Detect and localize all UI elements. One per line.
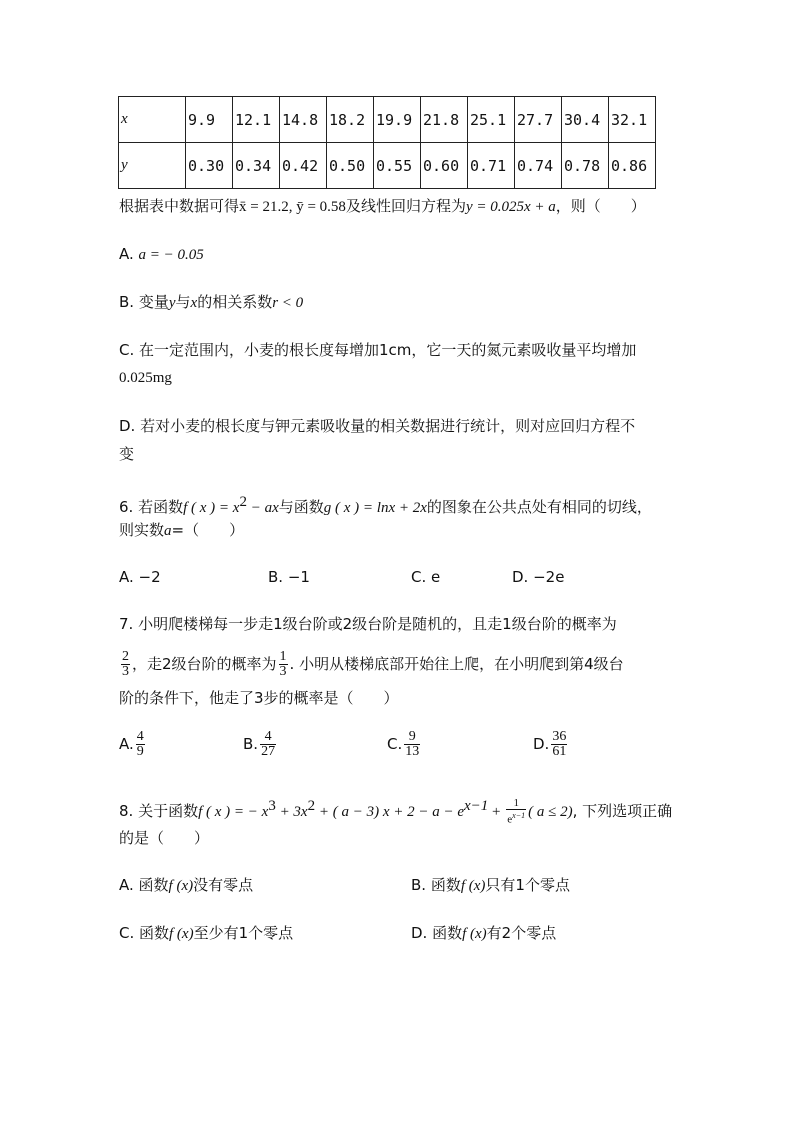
q5-stem-text: 根据表中数据可得 [119,197,240,215]
table-cell: 21.8 [421,97,468,143]
fraction [506,798,526,826]
option-text: 的相关系数 [197,293,273,311]
q8-option-c [119,922,293,943]
q8-func: + [488,804,505,820]
q8-option-b [411,874,570,895]
table-cell: 0.78 [562,143,609,189]
q5-option-a [119,244,204,265]
var-x: x [190,295,198,311]
table-cell: 0.42 [280,143,327,189]
q6-f: f ( x ) = x [183,500,240,516]
q5-stem-text-2: 及线性回归方程为 [345,197,466,215]
q5-option-c-line1: C. 在一定范围内，小麦的根长度每增加1cm，它一天的氮元素吸收量平均增加 [119,341,637,359]
option-fn: f (x) [168,878,194,894]
var-y: y [168,295,176,311]
denominator [506,810,526,826]
q7-line2-tail: . 小明从楼梯底部开始往上爬，在小明爬到第4级台 [289,655,624,673]
fraction [279,650,288,679]
q7-option-a [119,730,147,759]
table-cell: 9.9 [186,97,233,143]
table-cell: 19.9 [374,97,421,143]
q5-stem [119,196,646,217]
denominator: 13 [405,744,420,759]
fraction [551,730,567,759]
option-label: A. [119,735,134,753]
denominator: 61 [552,744,567,759]
denominator: 9 [136,744,144,759]
q8-condition: ( a ≤ 2) [528,804,573,820]
option-text: 有2个零点 [486,924,557,942]
table-cell: 32.1 [609,97,656,143]
table-cell: 0.30 [186,143,233,189]
q5-stem-tail: ，则（ ） [555,197,646,215]
row-label-y: y [119,143,186,189]
q5-option-d-line1: D. 若对小麦的根长度与钾元素吸收量的相关数据进行统计，则对应回归方程不 [119,417,636,435]
q8-func: f ( x ) = − x [198,804,269,820]
numerator: 2 [122,649,129,664]
var-a: a [164,523,172,539]
q6-stem [119,492,652,518]
option-fn: f (x) [460,878,486,894]
numerator: 1 [279,649,287,664]
numerator: 4 [260,730,276,745]
numerator: 9 [404,730,420,745]
table-cell: 0.55 [374,143,421,189]
option-text: 只有1个零点 [485,876,570,894]
option-b-math: r < 0 [272,295,304,311]
q7-option-c [387,730,422,759]
q8-tail: , 下列选项正确 [572,802,673,820]
option-label: D. [533,735,550,753]
q6-option-b: B. −1 [268,568,310,586]
numerator: 1 [506,798,526,810]
table-cell: 27.7 [515,97,562,143]
fraction [260,730,276,759]
row-label-x: x [119,97,186,143]
table-cell: 30.4 [562,97,609,143]
q6-line2-tail: =（ ） [171,521,245,539]
table-cell: 0.86 [609,143,656,189]
fraction [121,650,130,679]
denominator: 27 [261,744,276,759]
q5-option-d-line2: 变 [119,445,135,463]
q5-option-b [119,292,303,313]
q7-line1: 7. 小明爬楼梯每一步走1级台阶或2级台阶是随机的，且走1级台阶的概率为 [119,615,617,633]
table-row-y [119,143,656,189]
q8-prefix: 8. 关于函数 [119,802,199,820]
option-text: C. 函数 [119,924,170,942]
q6-f-exp: 2 [239,494,247,510]
fraction [404,730,420,759]
option-text: A. 函数 [119,876,169,894]
q7-line2-text: ，走2级台阶的概率为 [132,655,277,673]
q6-tail: 的图象在公共点处有相同的切线， [426,498,652,516]
table-cell: 18.2 [327,97,374,143]
table-row-x [119,97,656,143]
q7-option-d [533,730,569,759]
q5-means: x̄ = 21.2, ȳ = 0.58 [239,199,346,215]
q8-exp: 2 [307,798,316,814]
table-cell: 0.74 [515,143,562,189]
q5-regression-equation: y = 0.025x + a [465,199,556,215]
option-text: B. 函数 [411,876,461,894]
option-label: B. 变量 [119,293,169,311]
q6-line2-text: 则实数 [119,521,165,539]
table-cell: 0.60 [421,143,468,189]
denominator-exp: x−1 [512,810,526,820]
option-fn: f (x) [169,926,194,942]
fraction [136,730,145,759]
q7-line3: 阶的条件下，他走了3步的概率是（ ） [119,689,399,707]
q6-option-c: C. e [411,568,441,586]
option-text: 至少有1个零点 [193,924,294,942]
q8-line2: 的是（ ） [119,829,210,847]
q7-option-b [243,730,278,759]
table-cell: 0.34 [233,143,280,189]
option-fn: f (x) [462,926,487,942]
denominator-base: e [507,813,513,826]
data-table [118,96,656,189]
q8-stem [119,796,672,825]
option-text: 与 [175,293,191,311]
option-text: D. 函数 [411,924,463,942]
q6-mid: 与函数 [278,498,324,516]
q8-option-a [119,874,253,895]
numerator: 4 [136,729,144,744]
q6-f-tail: − ax [246,500,279,516]
q8-exp: 3 [268,798,276,814]
q8-func: + 3x [275,804,308,820]
denominator: 3 [122,664,129,679]
denominator: 3 [279,664,287,679]
q6-option-a: A. −2 [119,568,161,586]
q6-prefix: 6. 若函数 [119,498,184,516]
q6-g: g ( x ) = lnx + 2x [323,500,427,516]
q6-option-d: D. −2e [512,568,565,586]
table-cell: 0.71 [468,143,515,189]
q8-func: + ( a − 3) x + 2 − a − e [315,804,465,820]
table-cell: 14.8 [280,97,327,143]
table-cell: 25.1 [468,97,515,143]
option-label: C. [387,735,403,753]
q6-stem-line2 [119,520,244,541]
q8-exp: x−1 [464,798,489,814]
option-label: A. [119,245,134,263]
table-cell: 12.1 [233,97,280,143]
option-label: B. [243,735,259,753]
q8-option-d [411,922,556,943]
option-a-math: a = − 0.05 [138,247,204,263]
q7-line2 [119,650,624,679]
table-cell: 0.50 [327,143,374,189]
option-text: 没有零点 [193,876,254,894]
numerator: 36 [552,729,567,744]
q5-option-c-line2: 0.025mg [119,370,172,386]
